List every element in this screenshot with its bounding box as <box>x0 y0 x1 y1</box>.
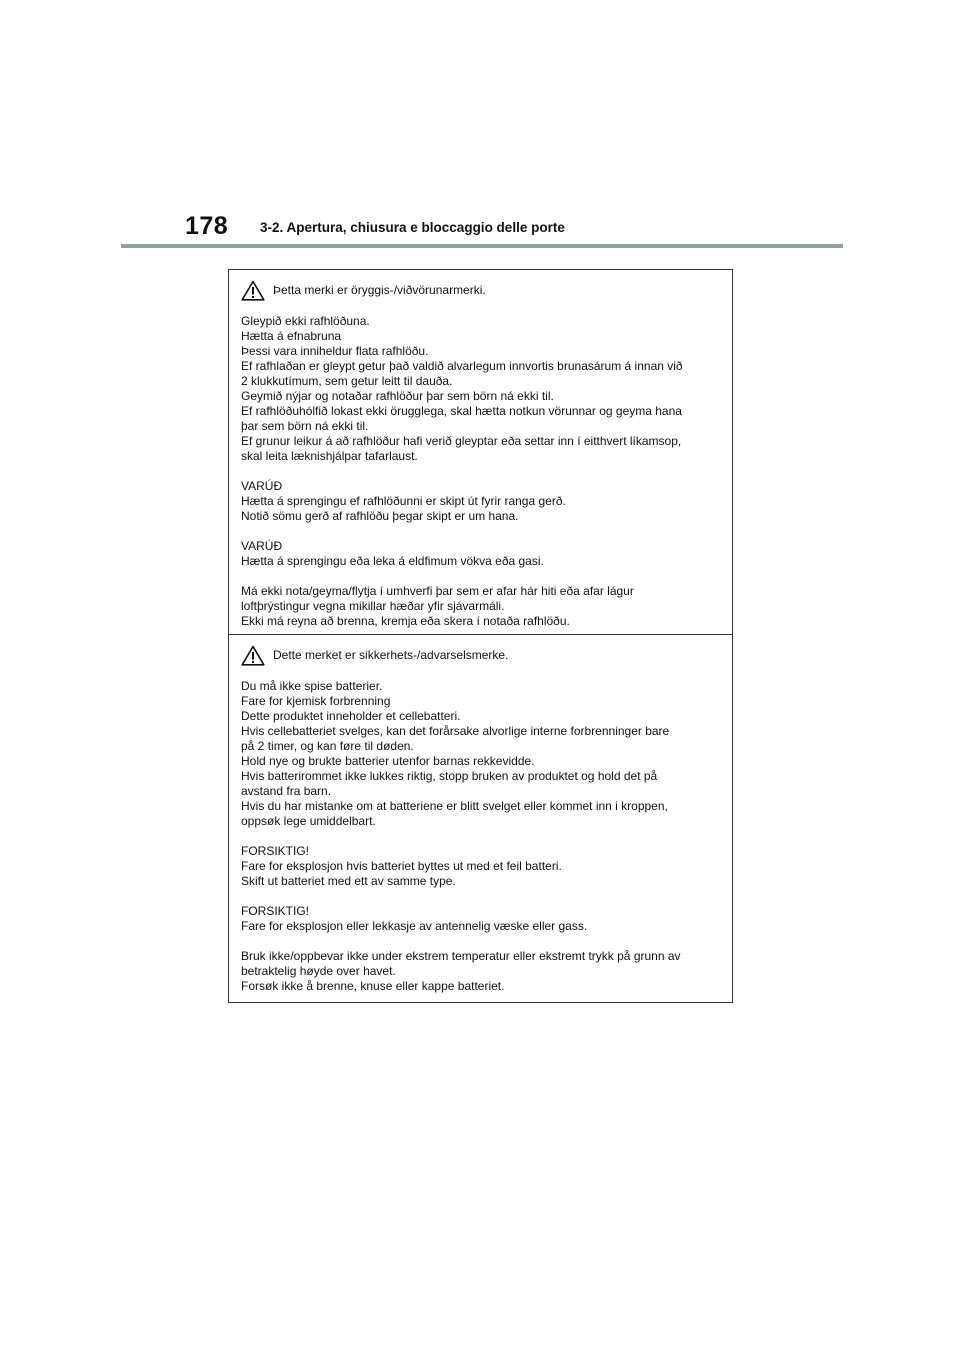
page-number: 178 <box>185 212 229 240</box>
text-line: Ef grunur leikur á að rafhlöður hafi verið gleyptar eða settar inn í eitthvert líkamsop, <box>241 434 682 448</box>
text-line: Fare for eksplosjon eller lekkasje av antennelig væske eller gass. <box>241 919 588 933</box>
text-line: VARÚÐ <box>241 539 283 553</box>
text-line: Bruk ikke/oppbevar ikke under ekstrem temperatur eller ekstremt trykk på grunn av <box>241 949 681 963</box>
paragraph-ingestion <box>241 679 722 829</box>
text-line: Dette produktet inneholder et cellebatteri. <box>241 709 461 723</box>
text-line: FORSIKTIG! <box>241 904 310 918</box>
warning-label: Dette merket er sikkerhets-/advarselsmerke. <box>273 648 509 662</box>
text-line: VARÚÐ <box>241 479 283 493</box>
warning-line <box>241 645 722 666</box>
text-line: på 2 timer, og kan føre til døden. <box>241 739 414 753</box>
text-line: Fare for eksplosjon hvis batteriet byttes ut med et feil batteri. <box>241 859 562 873</box>
text-line: Hvis du har mistanke om at batteriene er blitt svelget eller kommet inn i kroppen, <box>241 799 668 813</box>
text-line: Ef rafhlaðan er gleypt getur það valdið alvarlegum innvortis brunasárum á innan við <box>241 359 683 373</box>
paragraph-caution-leak <box>241 904 722 934</box>
text-line: Geymið nýjar og notaðar rafhlöður þar sem börn ná ekki til. <box>241 389 554 403</box>
paragraph-caution-replacement <box>241 844 722 889</box>
notice-section-norwegian <box>229 634 732 1002</box>
text-line: Ef rafhlöðuhólfið lokast ekki örugglega, skal hætta notkun vörunnar og geyma hana <box>241 404 682 418</box>
section-title: 3-2. Apertura, chiusura e bloccaggio delle porte <box>260 220 565 235</box>
warning-triangle-icon <box>241 280 265 301</box>
text-line: Hvis cellebatteriet svelges, kan det forårsake alvorlige interne forbrenninger bare <box>241 724 670 738</box>
text-line: avstand fra barn. <box>241 784 332 798</box>
text-line: FORSIKTIG! <box>241 844 310 858</box>
text-line: Ekki má reyna að brenna, kremja eða skera í notaða rafhlöðu. <box>241 614 570 628</box>
text-line: Skift ut batteriet med ett av samme type. <box>241 874 456 888</box>
text-line: Hætta á sprengingu eða leka á eldfimum vökva eða gasi. <box>241 554 544 568</box>
text-line: Þessi vara inniheldur flata rafhlöðu. <box>241 344 429 358</box>
warning-triangle-icon <box>241 645 265 666</box>
text-line: 2 klukkutímum, sem getur leitt til dauða. <box>241 374 453 388</box>
paragraph-caution-replacement <box>241 479 722 524</box>
text-line: Gleypið ekki rafhlöðuna. <box>241 314 370 328</box>
paragraph-environment <box>241 949 722 994</box>
notice-section-icelandic <box>229 270 732 634</box>
text-line: þar sem börn ná ekki til. <box>241 419 369 433</box>
header-rule <box>121 244 843 248</box>
text-line: Notið sömu gerð af rafhlöðu þegar skipt er um hana. <box>241 509 519 523</box>
text-line: oppsøk lege umiddelbart. <box>241 814 376 828</box>
text-line: Forsøk ikke å brenne, knuse eller kappe batteriet. <box>241 979 505 993</box>
paragraph-ingestion <box>241 314 722 464</box>
paragraph-environment <box>241 584 722 629</box>
text-line: Hold nye og brukte batterier utenfor barnas rekkevidde. <box>241 754 535 768</box>
text-line: Fare for kjemisk forbrenning <box>241 694 391 708</box>
warning-line <box>241 280 722 301</box>
text-line: skal leita læknishjálpar tafarlaust. <box>241 449 418 463</box>
text-line: betraktelig høyde over havet. <box>241 964 396 978</box>
paragraph-caution-leak <box>241 539 722 569</box>
text-line: Hætta á sprengingu ef rafhlöðunni er skipt út fyrir ranga gerð. <box>241 494 566 508</box>
text-line: Du må ikke spise batterier. <box>241 679 383 693</box>
warning-label: Þetta merki er öryggis-/viðvörunarmerki. <box>273 283 486 297</box>
battery-notice-box <box>228 269 733 1003</box>
text-line: Hætta á efnabruna <box>241 329 342 343</box>
text-line: Má ekki nota/geyma/flytja í umhverfi þar sem er afar hár hiti eða afar lágur <box>241 584 634 598</box>
text-line: loftþrýstingur vegna mikillar hæðar yfir sjávarmáli. <box>241 599 505 613</box>
text-line: Hvis batterirommet ikke lukkes riktig, stopp bruken av produktet og hold det på <box>241 769 658 783</box>
